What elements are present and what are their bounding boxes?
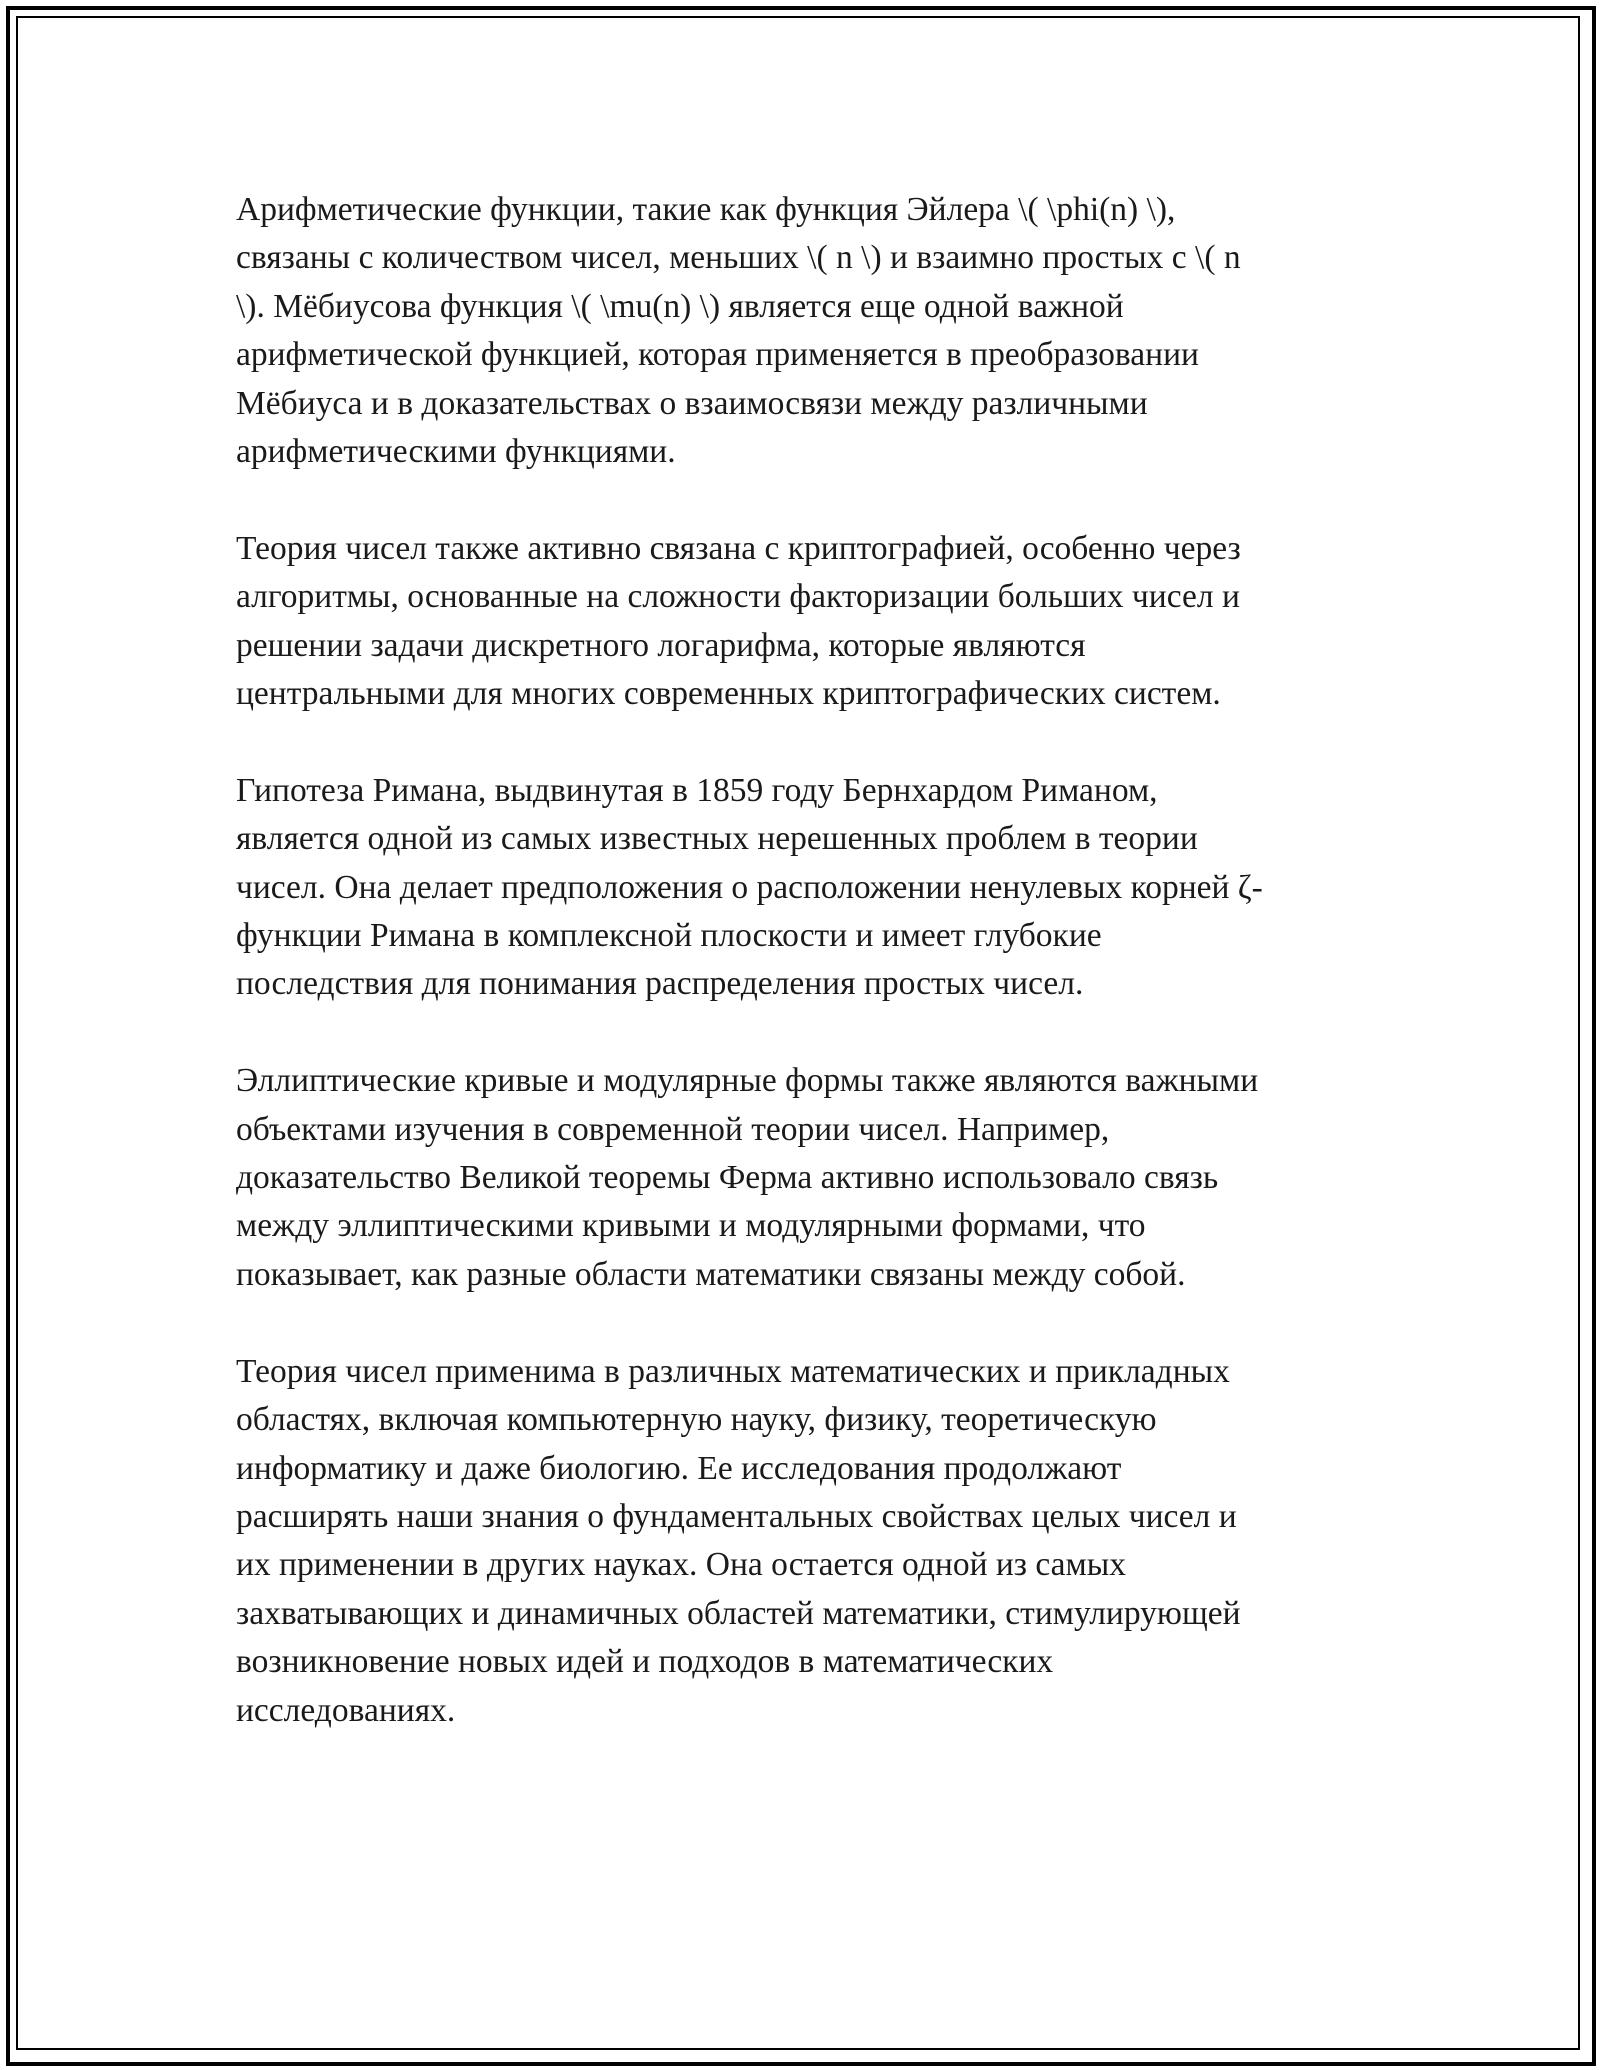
paragraph-cryptography: Теория чисел также активно связана с криптографией, особенно через алгоритмы, основанные на сложности факторизации больших чисел и решении задачи дискретного логарифма, которые являются центральными для многих современных криптографических систем. [236, 529, 1241, 713]
paragraph-applications: Теория чисел применима в различных математических и прикладных областях, включая компьютерную науку, физику, теоретическую информатику и даже биологию. Ее исследования продолжают расширять наши знания о фундаментальных свойствах целых чисел и их применении в других науках. Она остается одной из самых захватывающих и динамичных областей математики, стимулирующей возникновение новых идей и подходов в математических исследованиях. [236, 1352, 1241, 1729]
document-body [236, 186, 1386, 1735]
paragraph-riemann-hypothesis: Гипотеза Римана, выдвинутая в 1859 году Бернхардом Риманом, является одной из самых известных нерешенных проблем в теории чисел. Она делает предположения о расположении ненулевых корней ζ- функции Римана в комплексной плоскости и имеет глубокие последствия для понимания распределения простых чисел. [236, 771, 1263, 1003]
paragraph-arithmetic-functions: Арифметические функции, такие как функция Эйлера \( \phi(n) \), связаны с количеством чисел, меньших \( n \) и взаимно простых с \( n \). Мёбиусова функция \( \mu(n) \) является еще одной важной арифметической функцией, которая применяется в преобразовании Мёбиуса и в доказательствах о взаимосвязи между различными арифметическими функциями. [236, 191, 1241, 471]
paragraph-elliptic-curves: Эллиптические кривые и модулярные формы также являются важными объектами изучения в современной теории чисел. Например, доказательство Великой теоремы Ферма активно использовало связь между эллиптическими кривыми и модулярными формами, что показывает, как разные области математики связаны между собой. [236, 1062, 1259, 1293]
